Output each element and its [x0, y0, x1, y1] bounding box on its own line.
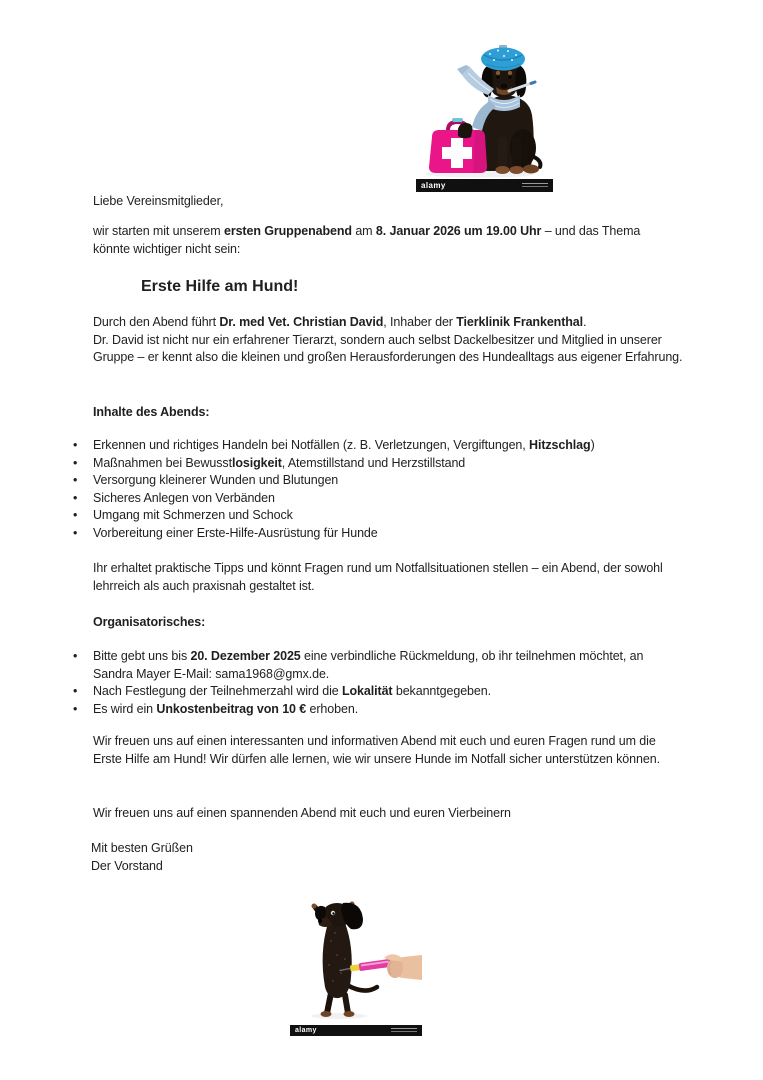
bold-text: Hitzschlag	[529, 438, 591, 452]
standing-dachshund	[312, 902, 378, 1018]
ground-shadow	[311, 1013, 367, 1019]
text: !	[293, 278, 299, 295]
watermark-bar	[290, 1025, 422, 1036]
text: erhoben.	[306, 701, 359, 716]
tips-paragraph: Ihr erhaltet praktische Tipps und könnt Fragen rund um Notfallsituationen stellen – ein Abend, der sowohl lehrreich als auch praxisnah gestaltet ist.	[93, 561, 663, 593]
intro-paragraph	[93, 223, 668, 258]
event-title	[141, 277, 298, 297]
bullet-item	[66, 472, 686, 490]
dog-paw-on-case	[458, 123, 472, 138]
contents-list	[66, 437, 686, 542]
signoff-block	[91, 840, 491, 875]
text: Vorbereitung einer Erste-Hilfe-Ausrüstung für Hunde	[93, 525, 378, 540]
text: Durch den Abend führt	[93, 315, 220, 329]
regards-line: Mit besten Grüßen	[91, 841, 193, 855]
text: Maßnahmen bei Bewusst	[93, 455, 232, 470]
host-paragraph	[93, 314, 693, 367]
bold-text: Unkostenbeitrag von 10 €	[156, 701, 307, 716]
bullet-item	[66, 507, 686, 525]
dachshund-syringe-illustration	[287, 895, 422, 1025]
alamy-logo: alamy	[421, 180, 446, 190]
contents-heading: Inhalte des Abends:	[93, 405, 210, 419]
text: Nach Festlegung der Teilnehmerzahl wird die	[93, 684, 342, 698]
bold-text: losigkeit	[231, 455, 282, 470]
text: )	[590, 438, 595, 452]
text: bekanntgegeben.	[392, 684, 491, 698]
bold-text: Tierklinik Frankenthal	[456, 315, 584, 329]
ice-bag	[481, 45, 525, 71]
text: am	[351, 224, 376, 238]
alamy-logo: alamy	[295, 1027, 317, 1034]
bottom-stock-photo	[287, 895, 422, 1036]
bold-text: Lokalität	[341, 684, 393, 698]
text: Umgang mit Schmerzen und Schock	[93, 508, 293, 522]
bullet-item	[66, 437, 686, 455]
bold-text: Dr. med Vet. Christian David	[219, 315, 384, 329]
dog-nose	[501, 84, 508, 89]
closing-paragraph: Wir freuen uns auf einen interessanten und informativen Abend mit euch und euren Fragen rund um die Erste Hilfe am Hund! Wir dürfen alle lernen, wie wir unsere Hunde im Notfall sicher unterstützen können.	[93, 734, 660, 766]
bullet-item	[66, 525, 686, 543]
bold-text: ersten Gruppenabend	[223, 224, 352, 238]
bullet-item	[66, 455, 686, 473]
bullet-item	[66, 490, 686, 508]
bullet-item	[66, 648, 673, 683]
organisational-list	[66, 648, 673, 718]
host-description: Dr. David ist nicht nur ein erfahrener Tierarzt, sondern auch selbst Dackelbesitzer und Mitglied in unserer Gruppe – er kennt also die kleinen und großen Herausforderungen des Hundealltags aus eigener Erfahrung.	[93, 332, 683, 364]
watermark-bar	[416, 179, 553, 192]
text: Versorgung kleinerer Wunden und Blutungen	[93, 473, 339, 487]
dog-tail	[347, 985, 377, 991]
text: , Inhaber der	[383, 315, 457, 329]
text: Bitte gebt uns bis	[93, 649, 191, 663]
signature-line: Der Vorstand	[91, 858, 163, 873]
bullet-item	[66, 683, 673, 701]
text: .	[583, 315, 587, 329]
bold-text: 20. Dezember 2025	[190, 649, 301, 663]
host-intro-line	[93, 314, 693, 332]
top-stock-photo	[416, 45, 553, 192]
watermark-fineprint	[391, 1028, 417, 1034]
text: Es wird ein	[93, 701, 157, 716]
dog-body	[323, 917, 352, 998]
text: wir starten mit unserem	[93, 224, 224, 238]
bold-text: 8. Januar 2026 um 19.00 Uhr	[375, 224, 542, 238]
salutation: Liebe Vereinsmitglieder,	[93, 194, 224, 208]
text: – und das Thema könnte wichtiger nicht sein:	[93, 224, 641, 256]
dog-ear-right	[515, 65, 526, 97]
dachshund-sitting	[481, 55, 541, 174]
closing-line: Wir freuen uns auf einen spannenden Abend mit euch und euren Vierbeinern	[93, 806, 511, 820]
case-handle	[452, 118, 463, 122]
watermark-fineprint	[522, 183, 548, 189]
sick-dachshund-illustration	[416, 45, 553, 179]
organisational-heading: Organisatorisches:	[93, 615, 206, 629]
text: Sicheres Anlegen von Verbänden	[93, 490, 275, 505]
text: , Atemstillstand und Herzstillstand	[281, 455, 466, 470]
text: Erkennen und richtiges Handeln bei Notfällen (z. B. Verletzungen, Vergiftungen,	[93, 438, 530, 452]
bold-text: Erste Hilfe am Hund	[141, 278, 294, 295]
dog-nose	[318, 919, 322, 923]
text: eine verbindliche Rückmeldung, ob ihr teilnehmen möchtet, an Sandra Mayer E-Mail: sama1968@gmx.de.	[93, 649, 644, 681]
bullet-item	[66, 701, 673, 719]
